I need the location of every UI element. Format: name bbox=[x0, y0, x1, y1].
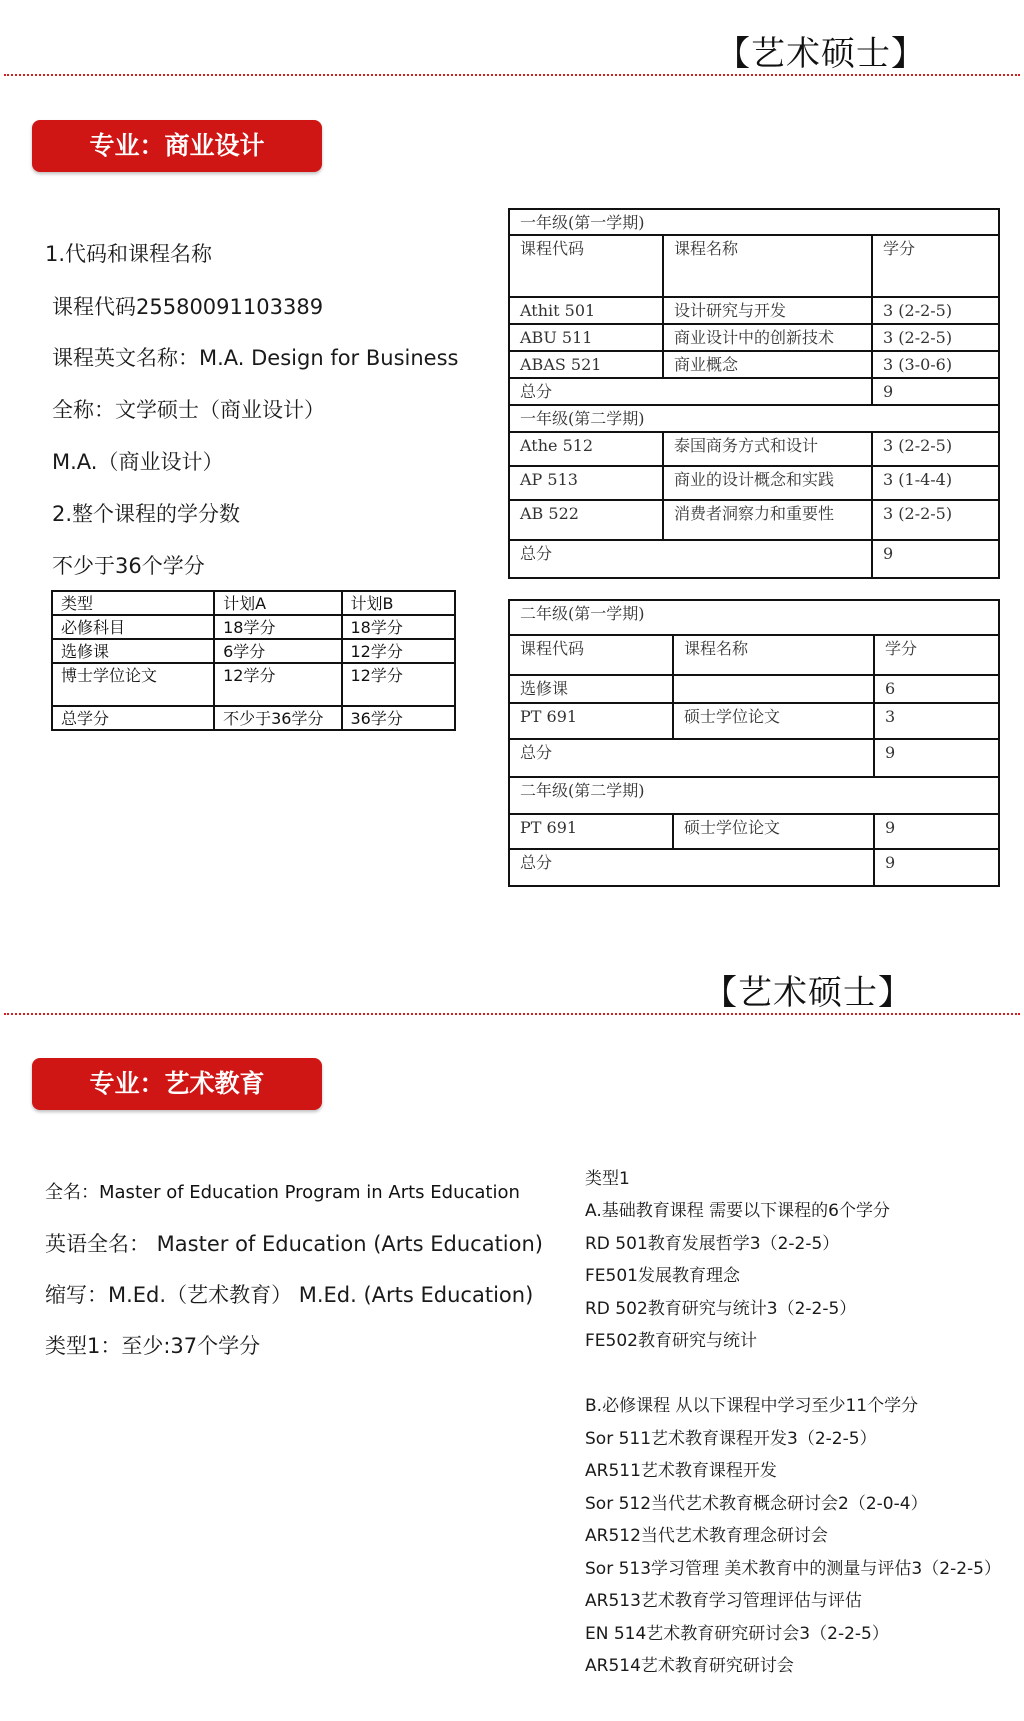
table-cell: 总学分 bbox=[52, 706, 214, 730]
header-cell-credit: 学分 bbox=[872, 235, 999, 297]
semester-title-row bbox=[509, 600, 999, 635]
full-name-line: 全名：Master of Education Program in Arts Education bbox=[45, 1182, 520, 1203]
table-cell: 不少于36学分 bbox=[214, 706, 341, 730]
type1-credits-line: 类型1：至少:37个学分 bbox=[45, 1334, 261, 1358]
course-code: ABU 511 bbox=[509, 324, 663, 351]
course-name bbox=[673, 675, 874, 703]
table-row bbox=[509, 703, 999, 739]
total-row bbox=[509, 540, 999, 578]
course-credit: 3 (2-2-5) bbox=[872, 297, 999, 324]
table-row bbox=[52, 639, 455, 663]
major-banner: 专业：商业设计 bbox=[32, 120, 322, 172]
course-credit: 3 (2-2-5) bbox=[872, 324, 999, 351]
table-cell: 博士学位论文 bbox=[52, 663, 214, 706]
semester-title: 二年级(第一学期) bbox=[509, 600, 999, 635]
abbreviation-line: 缩写：M.Ed.（艺术教育） M.Ed. (Arts Education) bbox=[45, 1283, 534, 1307]
course-name: 硕士学位论文 bbox=[673, 703, 874, 739]
course-name: 设计研究与开发 bbox=[663, 297, 872, 324]
table-header-row bbox=[52, 591, 455, 615]
total-label: 总分 bbox=[509, 540, 872, 578]
semester-title-row bbox=[509, 209, 999, 235]
course-code: 选修课 bbox=[509, 675, 673, 703]
course-credit: 9 bbox=[874, 814, 999, 849]
course-line: FE502教育研究与统计 bbox=[585, 1331, 757, 1351]
total-label: 总分 bbox=[509, 739, 874, 777]
table-cell: 18学分 bbox=[342, 615, 456, 639]
table-cell: 18学分 bbox=[214, 615, 341, 639]
semester-title-row bbox=[509, 405, 999, 432]
table-row bbox=[509, 297, 999, 324]
course-credit: 6 bbox=[874, 675, 999, 703]
course-credit: 3 (2-2-5) bbox=[872, 500, 999, 540]
header-cell-credit: 学分 bbox=[874, 635, 999, 675]
type-heading: 类型1 bbox=[585, 1169, 630, 1189]
header-cell: 类型 bbox=[52, 591, 214, 615]
section-a-heading: A.基础教育课程 需要以下课程的6个学分 bbox=[585, 1201, 890, 1221]
course-line: EN 514艺术教育研究研讨会3（2-2-5） bbox=[585, 1624, 889, 1644]
header-divider bbox=[4, 74, 1020, 76]
semester-title: 二年级(第二学期) bbox=[509, 777, 999, 814]
course-code: ABAS 521 bbox=[509, 351, 663, 378]
total-row bbox=[509, 739, 999, 777]
table-row bbox=[509, 432, 999, 466]
course-name: 商业的设计概念和实践 bbox=[663, 466, 872, 500]
table-row bbox=[509, 324, 999, 351]
table-row bbox=[509, 466, 999, 500]
course-line: FE501发展教育理念 bbox=[585, 1266, 740, 1286]
total-row bbox=[509, 849, 999, 886]
semester-title: 一年级(第二学期) bbox=[509, 405, 999, 432]
table-header-row bbox=[509, 235, 999, 297]
year1-schedule-table bbox=[508, 208, 1000, 579]
semester-title: 一年级(第一学期) bbox=[509, 209, 999, 235]
course-code: AP 513 bbox=[509, 466, 663, 500]
course-line: Sor 513学习管理 美术教育中的测量与评估3（2-2-5） bbox=[585, 1559, 1001, 1579]
course-english-name-line: 课程英文名称：M.A. Design for Business bbox=[52, 346, 459, 370]
course-line: Sor 511艺术教育课程开发3（2-2-5） bbox=[585, 1429, 877, 1449]
table-row bbox=[509, 500, 999, 540]
course-code: AB 522 bbox=[509, 500, 663, 540]
header-cell-code: 课程代码 bbox=[509, 635, 673, 675]
page-header-title: 【艺术硕士】 bbox=[703, 973, 913, 1013]
year2-schedule-table bbox=[508, 599, 1000, 887]
total-label: 总分 bbox=[509, 378, 872, 405]
course-name: 消费者洞察力和重要性 bbox=[663, 500, 872, 540]
course-credit: 3 (3-0-6) bbox=[872, 351, 999, 378]
table-row bbox=[509, 351, 999, 378]
table-row bbox=[52, 615, 455, 639]
course-name: 泰国商务方式和设计 bbox=[663, 432, 872, 466]
course-code: PT 691 bbox=[509, 814, 673, 849]
credit-plan-table bbox=[51, 590, 456, 731]
header-cell: 计划B bbox=[342, 591, 456, 615]
course-code: Athe 512 bbox=[509, 432, 663, 466]
course-line: RD 501教育发展哲学3（2-2-5） bbox=[585, 1234, 840, 1254]
course-code: Athit 501 bbox=[509, 297, 663, 324]
course-line: AR514艺术教育研究研讨会 bbox=[585, 1656, 794, 1676]
table-row bbox=[52, 663, 455, 706]
course-code-line: 课程代码25580091103389 bbox=[52, 295, 324, 319]
course-code: PT 691 bbox=[509, 703, 673, 739]
table-row bbox=[509, 814, 999, 849]
section-heading-credits: 2.整个课程的学分数 bbox=[52, 502, 241, 526]
table-cell: 6学分 bbox=[214, 639, 341, 663]
header-cell: 计划A bbox=[214, 591, 341, 615]
table-cell: 12学分 bbox=[342, 663, 456, 706]
course-line: RD 502教育研究与统计3（2-2-5） bbox=[585, 1299, 857, 1319]
total-label: 总分 bbox=[509, 849, 874, 886]
page-header-title: 【艺术硕士】 bbox=[716, 34, 926, 74]
course-line: AR511艺术教育课程开发 bbox=[585, 1461, 777, 1481]
section-heading-code-name: 1.代码和课程名称 bbox=[45, 242, 213, 266]
header-cell-name: 课程名称 bbox=[673, 635, 874, 675]
full-name-line: 全称：文学硕士（商业设计） bbox=[52, 398, 325, 422]
abbreviation-line: M.A.（商业设计） bbox=[52, 450, 224, 474]
total-value: 9 bbox=[872, 540, 999, 578]
header-cell-code: 课程代码 bbox=[509, 235, 663, 297]
total-credits-line: 不少于36个学分 bbox=[52, 554, 205, 578]
total-value: 9 bbox=[874, 739, 999, 777]
table-header-row bbox=[509, 635, 999, 675]
table-cell: 必修科目 bbox=[52, 615, 214, 639]
table-cell: 12学分 bbox=[214, 663, 341, 706]
course-name: 商业设计中的创新技术 bbox=[663, 324, 872, 351]
english-full-name-line: 英语全名： Master of Education (Arts Education) bbox=[45, 1232, 543, 1256]
course-line: AR513艺术教育学习管理评估与评估 bbox=[585, 1591, 862, 1611]
table-row bbox=[509, 675, 999, 703]
course-name: 硕士学位论文 bbox=[673, 814, 874, 849]
course-credit: 3 (1-4-4) bbox=[872, 466, 999, 500]
table-cell: 36学分 bbox=[342, 706, 456, 730]
header-cell-name: 课程名称 bbox=[663, 235, 872, 297]
header-divider bbox=[4, 1013, 1020, 1015]
course-credit: 3 bbox=[874, 703, 999, 739]
total-row bbox=[509, 378, 999, 405]
total-value: 9 bbox=[874, 849, 999, 886]
course-name: 商业概念 bbox=[663, 351, 872, 378]
table-cell: 选修课 bbox=[52, 639, 214, 663]
course-line: Sor 512当代艺术教育概念研讨会2（2-0-4） bbox=[585, 1494, 928, 1514]
section-b-heading: B.必修课程 从以下课程中学习至少11个学分 bbox=[585, 1396, 919, 1416]
total-value: 9 bbox=[872, 378, 999, 405]
course-line: AR512当代艺术教育理念研讨会 bbox=[585, 1526, 828, 1546]
course-credit: 3 (2-2-5) bbox=[872, 432, 999, 466]
major-banner: 专业：艺术教育 bbox=[32, 1058, 322, 1110]
table-cell: 12学分 bbox=[342, 639, 456, 663]
table-row bbox=[52, 706, 455, 730]
semester-title-row bbox=[509, 777, 999, 814]
